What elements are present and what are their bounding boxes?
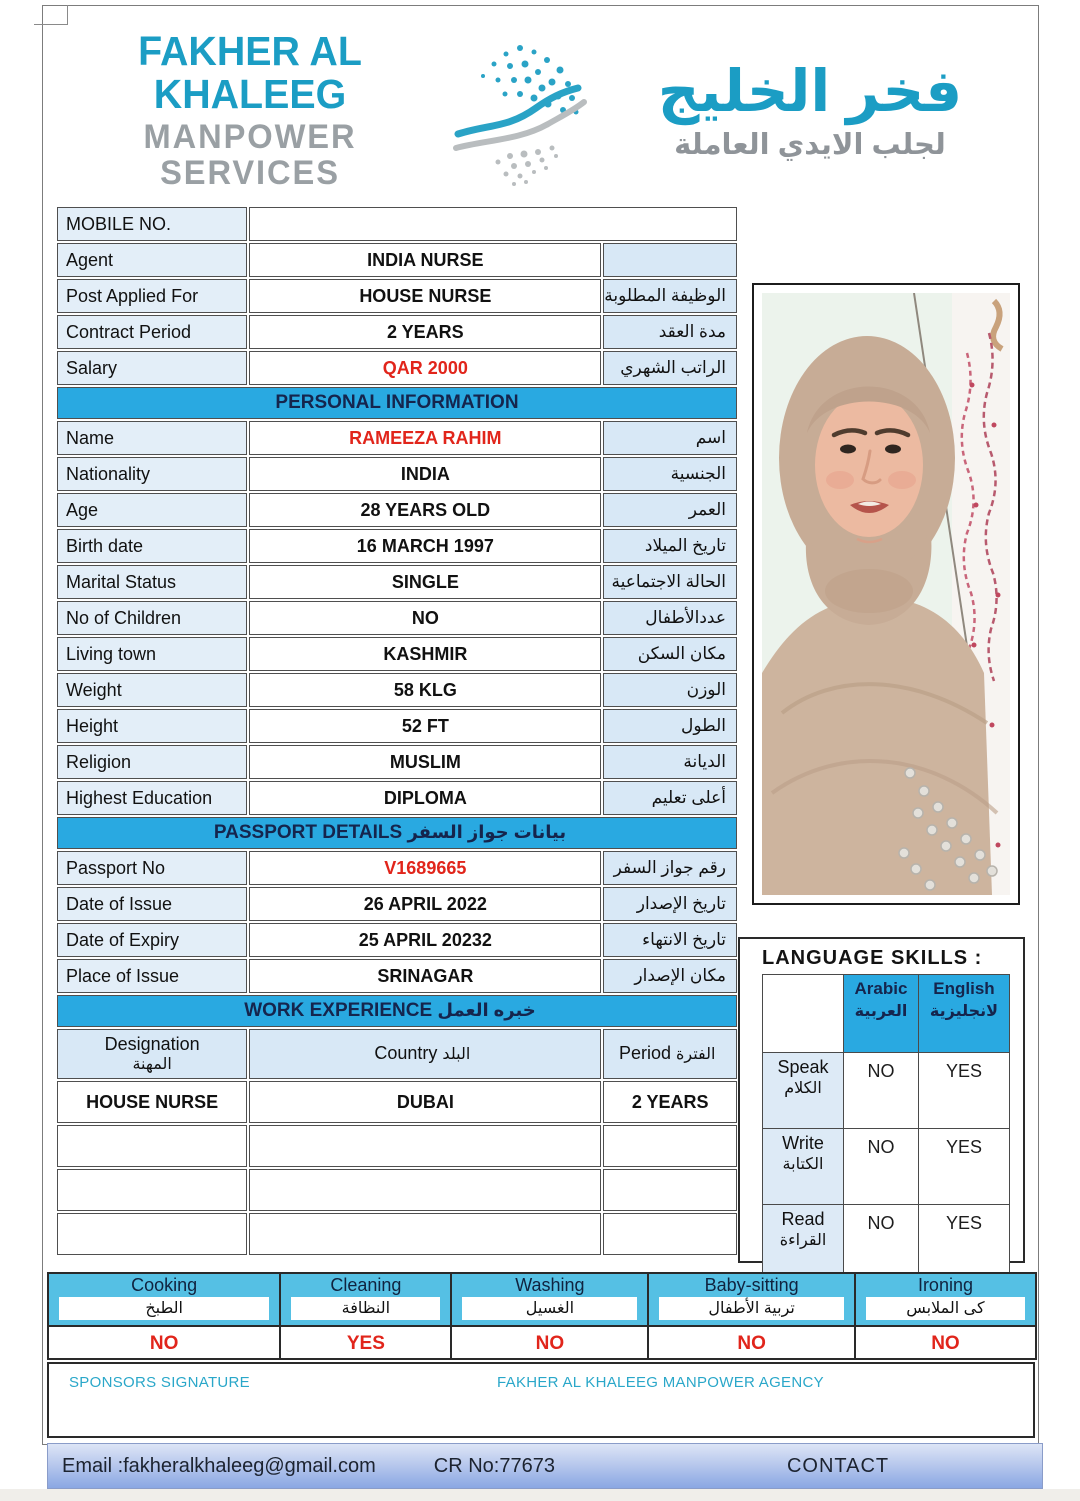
section-header-work-en: WORK EXPERIENCE: [244, 1000, 433, 1021]
table-row-nationality: [57, 457, 737, 491]
candidate-photo-frame: [752, 283, 1020, 905]
field-value: INDIA: [249, 457, 601, 491]
work-experience-row-empty: [57, 1125, 737, 1167]
language-blank-cell: [763, 975, 844, 1053]
section-header-personal: [57, 387, 737, 419]
field-label-arabic: الوزن: [603, 673, 737, 707]
agency-name-line2: MANPOWER SERVICES: [143, 118, 357, 193]
skill-column-washing: Washing الغسيل NO: [450, 1274, 647, 1358]
field-value: 2 YEARS: [249, 315, 601, 349]
work-col-designation: Designation المهنة: [57, 1029, 247, 1079]
field-label-arabic: الطول: [603, 709, 737, 743]
language-row-read: Read القراءة NO YES: [763, 1205, 1010, 1281]
field-value: DIPLOMA: [249, 781, 601, 815]
field-label: Highest Education: [57, 781, 247, 815]
language-col-english: English لانجليزية: [919, 975, 1010, 1053]
agency-name-arabic-sub: لجلب الايدي العاملة: [674, 128, 946, 161]
language-skills-box: [738, 937, 1025, 1263]
work-experience-row-empty: [57, 1213, 737, 1255]
field-value: 52 FT: [249, 709, 601, 743]
work-columns-header-row: [57, 1029, 737, 1079]
field-label-arabic: مدة العقد: [603, 315, 737, 349]
field-label: Contract Period: [57, 315, 247, 349]
language-skills-title: LANGUAGE SKILLS :: [762, 947, 983, 969]
field-label: Religion: [57, 745, 247, 779]
field-value-mobile: [249, 207, 737, 241]
skill-column-cooking: Cooking الطبخ NO: [49, 1274, 279, 1358]
field-value-name: RAMEEZA RAHIM: [249, 421, 601, 455]
field-label-arabic: عددالأطفال: [603, 601, 737, 635]
field-label-arabic: اسم: [603, 421, 737, 455]
agency-name-arabic-main: فخر الخليج: [657, 58, 963, 124]
field-value: 28 YEARS OLD: [249, 493, 601, 527]
field-label: Salary: [57, 351, 247, 385]
field-label-arabic: تاريخ الإصدار: [603, 887, 737, 921]
work-country: DUBAI: [249, 1081, 601, 1123]
email-text: Email :fakheralkhaleeg@gmail.com: [62, 1454, 376, 1477]
section-header-passport-ar: بيانات جواز السفر: [407, 822, 567, 842]
section-header-work: [57, 995, 737, 1027]
field-label: Marital Status: [57, 565, 247, 599]
agency-header: [60, 28, 1020, 193]
sponsors-signature-label: SPONSORS SIGNATURE: [69, 1374, 250, 1391]
table-row-post: [57, 279, 737, 313]
skill-column-babysitting: Baby-sitting تربية الأطفال NO: [647, 1274, 854, 1358]
field-label: Date of Expiry: [57, 923, 247, 957]
field-value: 26 APRIL 2022: [249, 887, 601, 921]
field-value: INDIA NURSE: [249, 243, 601, 277]
field-value-passport-no: V1689665: [249, 851, 601, 885]
candidate-photo: [762, 293, 1010, 895]
skill-column-ironing: Ironing كى الملابس NO: [854, 1274, 1035, 1358]
corner-crop-tick: [34, 24, 43, 25]
table-row-passport-no: [57, 851, 737, 885]
field-label: Nationality: [57, 457, 247, 491]
table-row-marital: [57, 565, 737, 599]
field-label-arabic: مكان الإصدار: [603, 959, 737, 993]
field-label-arabic: تاريخ الميلاد: [603, 529, 737, 563]
agency-signature-label: FAKHER AL KHALEEG MANPOWER AGENCY: [497, 1374, 824, 1391]
globe-dots-logo-icon: [450, 36, 590, 186]
field-label-arabic: الجنسية: [603, 457, 737, 491]
table-row-salary: [57, 351, 737, 385]
table-row-religion: [57, 745, 737, 779]
cooking-value: NO: [49, 1325, 279, 1358]
babysitting-value: NO: [649, 1325, 854, 1358]
field-label: Height: [57, 709, 247, 743]
read-arabic-value: NO: [844, 1205, 919, 1281]
read-english-value: YES: [919, 1205, 1010, 1281]
section-header-passport-en: PASSPORT DETAILS: [213, 822, 403, 843]
table-row-education: [57, 781, 737, 815]
field-value: SRINAGAR: [249, 959, 601, 993]
contact-label: CONTACT: [786, 1454, 890, 1477]
field-label-arabic: الديانة: [603, 745, 737, 779]
write-arabic-value: NO: [844, 1129, 919, 1205]
work-col-period: Period الفترة: [603, 1029, 737, 1079]
field-label-mobile: MOBILE NO.: [57, 207, 247, 241]
table-row-expiry-date: [57, 923, 737, 957]
table-row-issue-date: [57, 887, 737, 921]
field-label-arabic: الوظيفة المطلوبة: [603, 279, 737, 313]
field-label: Post Applied For: [57, 279, 247, 313]
section-header-passport: [57, 817, 737, 849]
language-row-speak: Speak الكلام NO YES: [763, 1053, 1010, 1129]
agency-name-line1: FAKHER AL KHALEEG: [138, 28, 362, 118]
field-label-arabic: [603, 243, 737, 277]
agency-name-arabic: [600, 58, 1020, 161]
cr-number-text: CR No:77673: [433, 1454, 555, 1477]
field-label: Place of Issue: [57, 959, 247, 993]
ironing-value: NO: [856, 1325, 1035, 1358]
table-row-name: [57, 421, 737, 455]
field-label-arabic: الحالة الاجتماعية: [603, 565, 737, 599]
field-value: SINGLE: [249, 565, 601, 599]
table-row-agent: [57, 243, 737, 277]
field-label: Passport No: [57, 851, 247, 885]
field-label: Weight: [57, 673, 247, 707]
table-row-contract: [57, 315, 737, 349]
field-label-arabic: مكان السكن: [603, 637, 737, 671]
table-row-height: [57, 709, 737, 743]
section-header-personal-text: PERSONAL INFORMATION: [57, 387, 737, 419]
field-label-arabic: أعلى تعليم: [603, 781, 737, 815]
cleaning-value: YES: [281, 1325, 450, 1358]
work-col-country: Country البلد: [249, 1029, 601, 1079]
corner-crop-mark: [42, 5, 68, 25]
signature-box: [47, 1362, 1035, 1438]
write-english-value: YES: [919, 1129, 1010, 1205]
washing-value: NO: [452, 1325, 647, 1358]
field-label: Birth date: [57, 529, 247, 563]
field-value: 25 APRIL 20232: [249, 923, 601, 957]
table-row-children: [57, 601, 737, 635]
work-period: 2 YEARS: [603, 1081, 737, 1123]
language-header-row: [763, 975, 1010, 1053]
field-value-salary: QAR 2000: [249, 351, 601, 385]
page-bottom-strip: [0, 1489, 1080, 1501]
field-label: No of Children: [57, 601, 247, 635]
table-row-mobile: [57, 207, 737, 241]
field-label-arabic: تاريخ الانتهاء: [603, 923, 737, 957]
work-designation: HOUSE NURSE: [57, 1081, 247, 1123]
field-label: Age: [57, 493, 247, 527]
field-value: NO: [249, 601, 601, 635]
field-label: Name: [57, 421, 247, 455]
table-row-weight: [57, 673, 737, 707]
household-skills-table: [47, 1272, 1037, 1360]
field-value: MUSLIM: [249, 745, 601, 779]
table-row-issue-place: [57, 959, 737, 993]
skill-column-cleaning: Cleaning النظافة YES: [279, 1274, 450, 1358]
field-value: HOUSE NURSE: [249, 279, 601, 313]
speak-english-value: YES: [919, 1053, 1010, 1129]
table-row-birthdate: [57, 529, 737, 563]
field-value: 58 KLG: [249, 673, 601, 707]
language-row-write: Write الكتابة NO YES: [763, 1129, 1010, 1205]
field-label: Agent: [57, 243, 247, 277]
agency-name-english: [60, 30, 440, 191]
work-experience-row-empty: [57, 1169, 737, 1211]
language-col-arabic: Arabic العربية: [844, 975, 919, 1053]
field-label-arabic: رقم جواز السفر: [603, 851, 737, 885]
field-value: KASHMIR: [249, 637, 601, 671]
candidate-info-table: [55, 205, 739, 1257]
table-row-age: [57, 493, 737, 527]
field-label-arabic: العمر: [603, 493, 737, 527]
language-skills-table: [762, 974, 1010, 1281]
table-row-livingtown: [57, 637, 737, 671]
contact-footer-bar: [47, 1443, 1043, 1489]
field-label-arabic: الراتب الشهري: [603, 351, 737, 385]
speak-arabic-value: NO: [844, 1053, 919, 1129]
field-label: Living town: [57, 637, 247, 671]
field-value: 16 MARCH 1997: [249, 529, 601, 563]
field-label: Date of Issue: [57, 887, 247, 921]
work-experience-row: [57, 1081, 737, 1123]
section-header-work-ar: خبره العمل: [437, 1000, 536, 1020]
